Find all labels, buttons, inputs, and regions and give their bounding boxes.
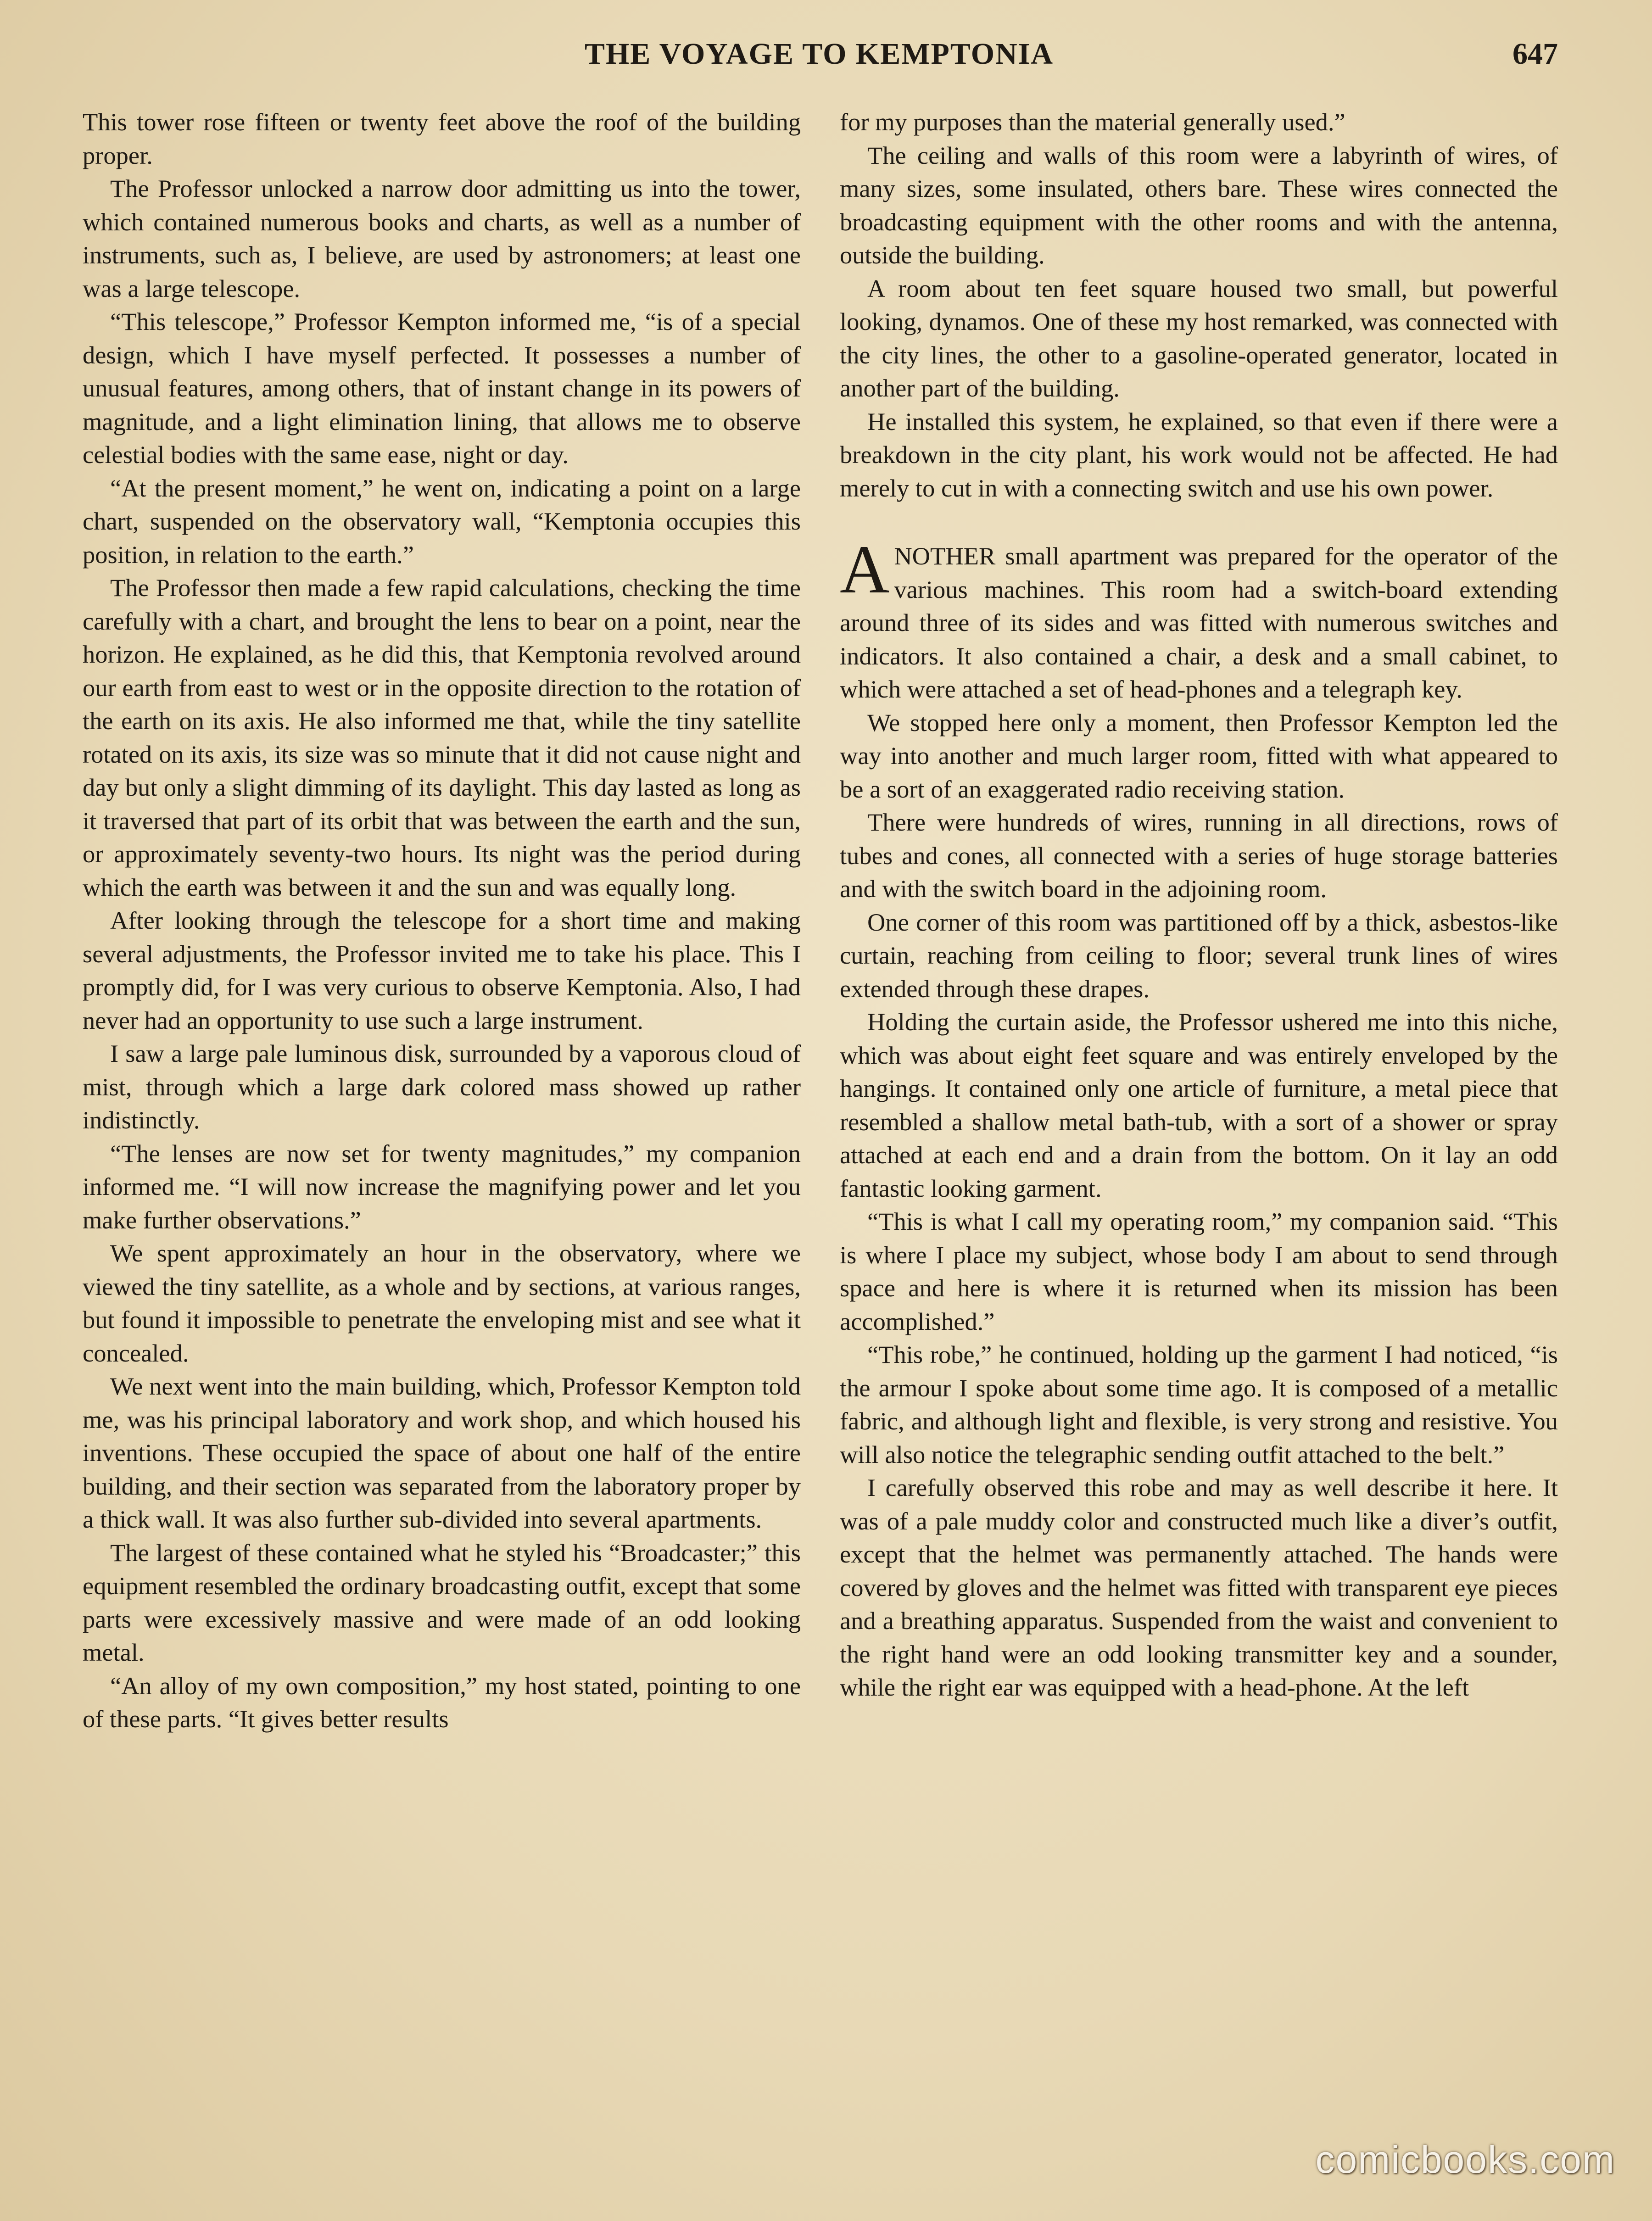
paragraph: He installed this system, he explained, so that even if there were a breakdown in the city plant, his work would not be affected. He had merely to cut in with a connecting switch and use his own power. [840,407,1558,502]
page-number: 647 [1512,37,1558,71]
paragraph: The largest of these contained what he styled his “Broadcaster;” this equipment resembled the ordinary broadcasting outfit, except that some parts were excessively massive and were made of an odd looking metal. [83,1538,801,1666]
paragraph: “The lenses are now set for twenty magnitudes,” my companion informed me. “I will now increase the magnifying power and let you make further observations.” [83,1139,801,1234]
paragraph: I saw a large pale luminous disk, surrounded by a vaporous cloud of mist, through which a large dark colored mass showed up rather indistinctly. [83,1039,801,1134]
watermark: comicbooks.com [1315,2138,1615,2181]
paragraph: We spent approximately an hour in the observatory, where we viewed the tiny satellite, as a whole and by sections, at various ranges, but found it impossible to penetrate the enveloping mist and see what it concealed. [83,1239,801,1367]
paragraph: The ceiling and walls of this room were a labyrinth of wires, of many sizes, some insulated, others bare. These wires connected the broadcasting equipment with the other rooms and with the antenna, outside the building. [840,141,1558,269]
paragraph: There were hundreds of wires, running in all directions, rows of tubes and cones, all connected with a series of huge storage batteries and with the switch board in the adjoining room. [840,808,1558,903]
paragraph: Holding the curtain aside, the Professor ushered me into this niche, which was about eight feet square and was entirely enveloped by the hangings. It contained only one article of furniture, a metal piece that resembled a shallow metal bath-tub, with a sort of a shower or spray attached at each end and a drain from the bottom. On it lay an odd fantastic looking garment. [840,1008,1558,1202]
right-column [840,106,1558,2184]
paragraph: A room about ten feet square housed two small, but powerful looking, dynamos. One of these my host remarked, was connected with the city lines, the other to a gasoline-operated generator, located in another part of the building. [840,274,1558,402]
paragraph: I carefully observed this robe and may as well describe it here. It was of a pale muddy color and constructed much like a diver’s outfit, except that the helmet was permanently attached. The hands were covered by gloves and the helmet was fitted with transparent eye pieces and a breathing apparatus. Suspended from the waist and convenient to the right hand were an odd looking transmitter key and a sounder, while the right ear was equipped with a head-phone. At the left [840,1473,1558,1701]
section-opening-paragraph [840,531,1558,706]
paragraph: “At the present moment,” he went on, indicating a point on a large chart, suspended on the observatory wall, “Kemptonia occupies this position, in relation to the earth.” [83,474,801,569]
paragraph: for my purposes than the material generally used.” [840,108,1345,136]
paragraph: “An alloy of my own composition,” my host stated, pointing to one of these parts. “It gives better results [83,1671,801,1733]
paragraph: “This robe,” he continued, holding up the garment I had noticed, “is the armour I spoke about some time ago. It is composed of a metallic fabric, and although light and flexible, is very strong and resistive. You will also notice the telegraphic sending outfit attached to the belt.” [840,1340,1558,1468]
drop-cap-paragraph-text: NOTHER small apartment was prepared for the operator of the various machines. This room had a switch-board extending around three of its sides and was fitted with numerous switches and indicators. It also contained a chair, a desk and a small cabinet, to which were attached a set of head-phones and a telegraph key. [840,542,1558,703]
paragraph: We next went into the main building, which, Professor Kempton told me, was his principal laboratory and work shop, and which housed his inventions. These occupied the space of about one half of the entire building, and their section was separated from the laboratory proper by a thick wall. It was also further sub-divided into several apartments. [83,1372,801,1533]
paragraph: The Professor then made a few rapid calculations, checking the time carefully with a chart, and brought the lens to bear on a point, near the horizon. He explained, as he did this, that Kemptonia revolved around our earth from east to west or in the opposite direction to the rotation of the earth on its axis. He also informed me that, while the tiny satellite rotated on its axis, its size was so minute that it did not cause night and day but only a slight dimming of its daylight. This day lasted as long as it traversed that part of its orbit that was between the earth and the sun, or approximately seventy-two hours. Its night was the period during which the earth was between it and the sun and was equally long. [83,574,801,901]
page-header [80,37,1558,83]
left-column [83,106,801,2184]
paragraph: We stopped here only a moment, then Professor Kempton led the way into another and much larger room, fitted with what appeared to be a sort of an exaggerated radio receiving station. [840,708,1558,803]
paragraph: “This telescope,” Professor Kempton informed me, “is of a special design, which I have myself perfected. It possesses a number of unusual features, among others, that of instant change in its powers of magnitude, and a light elimination lining, that allows me to observe celestial bodies with the same ease, night or day. [83,307,801,469]
paragraph: One corner of this room was partitioned off by a thick, asbestos-like curtain, reaching from ceiling to floor; several trunk lines of wires extended through these drapes. [840,908,1558,1003]
paragraph: “This is what I call my operating room,” my companion said. “This is where I place my subject, whose body I am about to send through space and here is where it is returned when its mission has been accomplished.” [840,1207,1558,1335]
paragraph: After looking through the telescope for a short time and making several adjustments, the Professor invited me to take his place. This I promptly did, for I was very curious to observe Kemptonia. Also, I had never had an opportunity to use such a large instrument. [83,906,801,1034]
running-title: THE VOYAGE TO KEMPTONIA [584,37,1054,71]
paragraph: The Professor unlocked a narrow door admitting us into the tower, which contained numerous books and charts, as well as a number of instruments, such as, I believe, are used by astronomers; at least one was a large telescope. [83,174,801,302]
paragraph: This tower rose fifteen or twenty feet above the roof of the building proper. [83,108,801,169]
drop-cap: A [840,531,890,608]
